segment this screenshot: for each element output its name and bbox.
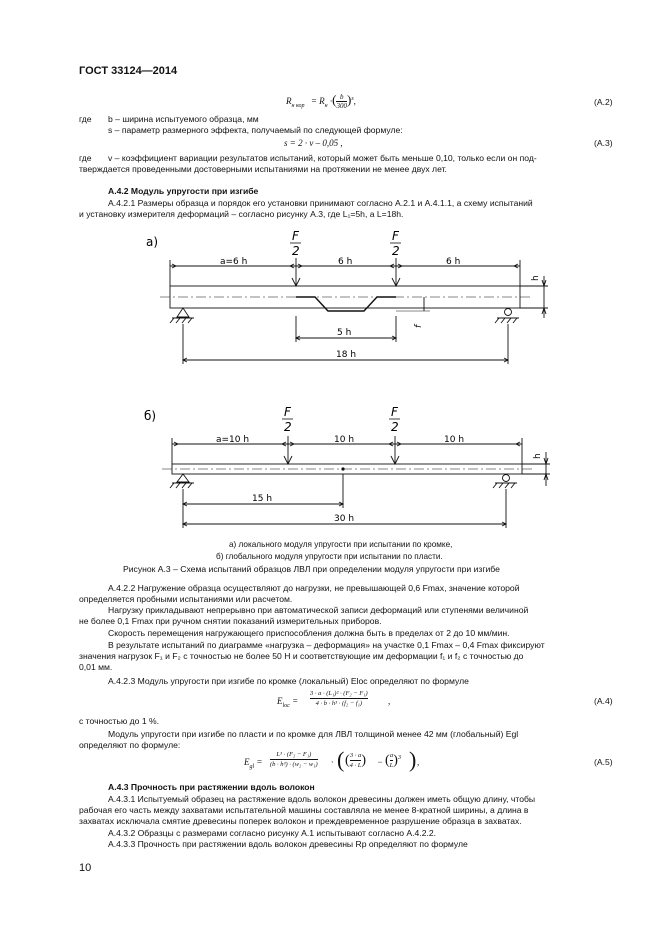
- dim-b-2: 10 h: [334, 435, 355, 445]
- equation-a4-number: (A.4): [594, 696, 613, 706]
- dim-a-3: 6 h: [446, 257, 461, 267]
- equation-a5-bracket-close: ): [409, 747, 417, 772]
- section-a42-title: А.4.2 Модуль упругости при изгибе: [108, 186, 259, 196]
- force-b2-num: F: [391, 405, 398, 419]
- equation-a5-minus: −: [377, 757, 384, 767]
- equation-a4-comma: ,: [388, 696, 391, 706]
- paragraph-a422-line2: определяется пробными испытаниями или расчетом.: [79, 594, 293, 604]
- dim-b-span-half: 15 h: [252, 494, 273, 504]
- where-v-definition-line2: тверждается проведенными достоверными испытаниями на протяжении не менее двух лет.: [79, 164, 447, 174]
- force-b2-den: 2: [391, 420, 399, 434]
- paragraph-a433: А.4.3.3 Прочность при растяжении вдоль волокон древесины Rp определяют по формуле: [108, 839, 468, 849]
- dim-a-span-local: 5 h: [337, 328, 352, 338]
- equation-a5-fraction: L³ · (F₂ − F₁) (b · h³) · (w₂ − w₁): [270, 751, 318, 768]
- equation-a5-lhs: $E_{gl}$ =: [244, 757, 263, 770]
- equation-a5-paren2: $(\frac{a}{L})^3$: [385, 752, 401, 769]
- figure-title: Рисунок А.3 – Схема испытаний образцов ЛВЛ при определении модуля упругости при изгибе: [123, 564, 500, 574]
- where-b-definition: b – ширина испытуемого образца, мм: [108, 114, 259, 124]
- paragraph-load-line1: Нагрузку прикладывают непрерывно при автоматической записи деформаций или ступенями величиной: [108, 605, 529, 615]
- where-label-1: где: [79, 114, 92, 124]
- paragraph-global-line2: определяют по формуле:: [79, 740, 181, 750]
- fig-b-label: б): [144, 409, 157, 423]
- equation-a4-lhs: $E_{loc}$ =: [277, 696, 299, 709]
- where-v-definition-line1: v – коэффициент вариации результатов испытаний, который может быть меньше 0,10, только если он под-: [108, 153, 537, 163]
- equation-a5-dot: ·: [331, 757, 334, 767]
- where-s-definition: s – параметр размерного эффекта, получаемый по следующей формуле:: [108, 125, 403, 135]
- equation-a3: s = 2 · v – 0,05 ,: [284, 138, 343, 148]
- fig-a-label: а): [146, 235, 159, 249]
- figure-caption-a: а) локального модуля упругости при испытании по кромке,: [229, 540, 453, 549]
- equation-a5-comma: ,: [417, 757, 420, 767]
- paragraph-result-line2: значения нагрузок F₁ и F₂ с точностью не более 50 Н и соответствующие им деформации f₁ и f₂ с точностью до: [79, 651, 524, 661]
- force-a1-den: 2: [292, 244, 300, 258]
- equation-a5-number: (A.5): [594, 757, 613, 767]
- paragraph-load-line2: не более 0,1 Fmax при ручном снятии показаний измерительных приборов.: [79, 616, 382, 626]
- section-a43-title: А.4.3 Прочность при растяжении вдоль волокон: [108, 782, 315, 792]
- paragraph-result-line1: В результате испытаний по диаграмме «нагрузка – деформация» на участке 0,1 Fmax – 0,4 Fmax фиксируют: [108, 640, 545, 650]
- force-a1-num: F: [292, 229, 299, 243]
- paragraph-a421-line2: и установку измерителя деформаций – согласно рисунку А.3, где L₁=5h, а L=18h.: [79, 209, 404, 219]
- dim-a-h: h: [531, 275, 541, 281]
- page-number: 10: [79, 862, 92, 874]
- accuracy-note: с точностью до 1 %.: [79, 716, 160, 726]
- dim-a-f: f: [414, 324, 424, 328]
- equation-a4-fraction: 3 · a · (L₁)² · (F₂ − F₁) 4 · b · h³ · (f₂ − f₁): [310, 690, 368, 707]
- equation-a2-number: (A.2): [594, 97, 613, 107]
- paragraph-a432: А.4.3.2 Образцы с размерами согласно рисунку А.1 испытывают согласно А.4.2.2.: [108, 828, 437, 838]
- dim-a-span-total: 18 h: [336, 350, 357, 360]
- paragraph-a431-line1: А.4.3.1 Испытуемый образец на растяжение вдоль волокон древесины должен иметь общую длину, чтобы: [108, 794, 536, 804]
- figure-a3-b-diagram: [0, 400, 661, 530]
- equation-a2: $R_{н кор} = R_н \cdot(\frac{b}{300})^s$,: [286, 92, 356, 111]
- paragraph-a431-line3: захватах исключала смятие древесины поперек волокон и преждевременное разрушение образца в захватах.: [79, 816, 522, 826]
- where-label-2: где: [79, 153, 92, 163]
- equation-a3-number: (A.3): [594, 138, 613, 148]
- document-header: ГОСТ 33124—2014: [79, 65, 178, 77]
- figure-a3-a-diagram: [0, 220, 661, 380]
- dim-a-1: a=6 h: [220, 257, 248, 267]
- equation-a5-bracket-open: (: [337, 747, 345, 772]
- paragraph-a421-line1: А.4.2.1 Размеры образца и порядок его установки принимают согласно А.2.1 и А.4.1.1, а схему испытаний: [108, 198, 533, 208]
- paragraph-a431-line2: рабочая его часть между захватами испытательной машины составляла не менее 8-кратной ширины, а длина в: [79, 805, 529, 815]
- paragraph-result-line3: 0,01 мм.: [79, 662, 113, 672]
- force-b1-num: F: [284, 405, 291, 419]
- equation-a5-paren1: $(\frac{3 \cdot a}{4 \cdot L})$: [345, 752, 367, 769]
- dim-b-1: a=10 h: [216, 435, 250, 445]
- force-a2-num: F: [392, 229, 399, 243]
- paragraph-a422-line1: А.4.2.2 Нагружение образца осуществляют до нагрузки, не превышающей 0,6 Fmax, значение которой: [108, 583, 520, 593]
- dim-a-2: 6 h: [338, 257, 353, 267]
- paragraph-speed: Скорость перемещения нагружающего приспособления должна быть в пределах от 2 до 10 мм/мин.: [108, 628, 510, 638]
- dim-b-3: 10 h: [444, 435, 465, 445]
- dim-b-span-total: 30 h: [334, 514, 355, 524]
- dim-b-h: h: [533, 453, 543, 459]
- figure-caption-b: б) глобального модуля упругости при испытании по пласти.: [216, 552, 443, 561]
- force-b1-den: 2: [284, 420, 292, 434]
- paragraph-a423: А.4.2.3 Модуль упругости при изгибе по кромке (локальный) Eloc определяют по формуле: [108, 676, 469, 686]
- paragraph-global-line1: Модуль упругости при изгибе по пласти и по кромке для ЛВЛ толщиной менее 42 мм (глобальный) Egl: [108, 729, 519, 739]
- force-a2-den: 2: [392, 244, 400, 258]
